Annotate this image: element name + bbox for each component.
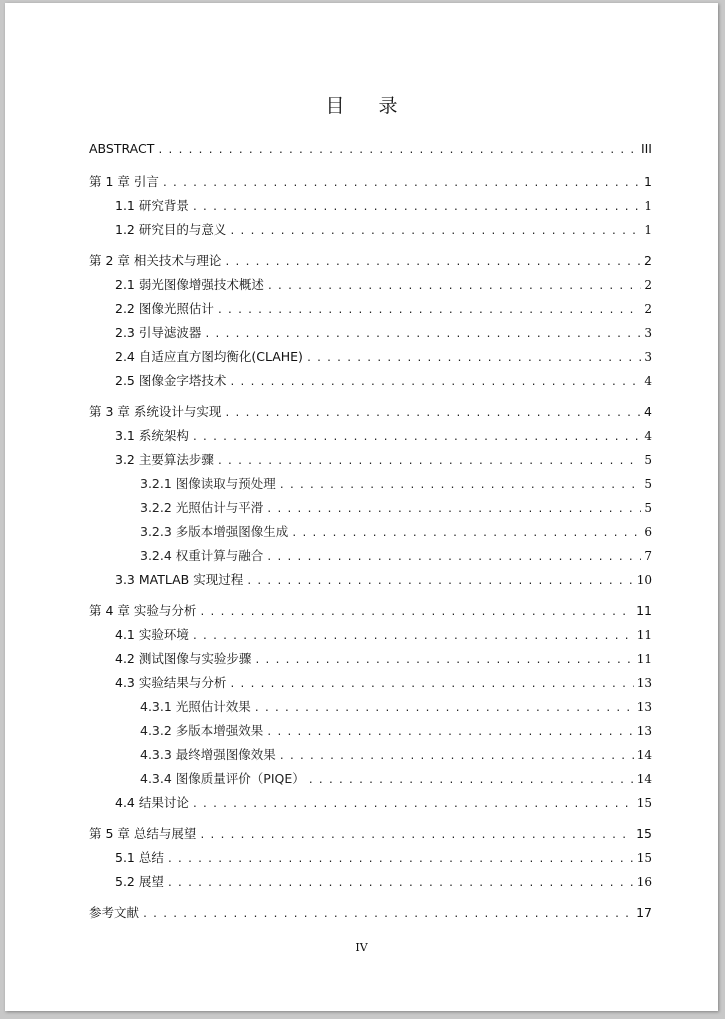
toc-leader-dots — [279, 480, 642, 491]
toc-entry-page: 10 — [636, 573, 652, 587]
toc-entry-label: 3.2.3 多版本增强图像生成 — [140, 524, 289, 539]
page-title: 目 录 — [325, 95, 412, 117]
toc-entry-label: 2.1 弱光图像增强技术概述 — [115, 277, 264, 292]
toc-entry-page: 14 — [636, 772, 652, 786]
toc-entry[interactable] — [89, 498, 652, 522]
toc-entry[interactable] — [89, 426, 652, 450]
toc-entry[interactable] — [89, 697, 652, 721]
toc-entry[interactable] — [89, 848, 652, 872]
toc-entry-label: ABSTRACT — [89, 141, 155, 156]
toc-entry-label: 3.2 主要算法步骤 — [115, 452, 214, 467]
toc-entry-label: 2.2 图像光照估计 — [115, 301, 214, 316]
toc-leader-dots — [224, 408, 641, 419]
toc-entry[interactable] — [89, 402, 652, 426]
toc-entry[interactable] — [89, 601, 652, 625]
toc-entry-page: 7 — [644, 549, 652, 563]
toc-entry-page: 15 — [636, 851, 652, 865]
toc-entry-page: 14 — [636, 748, 652, 762]
toc-entry-page: 5 — [644, 501, 652, 515]
toc-leader-dots — [142, 909, 633, 920]
toc-entry-page: 2 — [644, 253, 652, 268]
toc-entry-label: 4.3.1 光照估计效果 — [140, 699, 251, 714]
toc-leader-dots — [157, 145, 638, 156]
toc-leader-dots — [167, 878, 634, 889]
toc-entry-label: 3.3 MATLAB 实现过程 — [115, 572, 244, 587]
toc-entry-page: 11 — [636, 628, 652, 642]
toc-entry[interactable] — [89, 141, 652, 165]
toc-entry-page: 2 — [644, 302, 652, 316]
toc-entry-page: 4 — [644, 429, 652, 443]
toc-entry[interactable] — [89, 673, 652, 697]
toc-entry-page: 1 — [644, 174, 652, 189]
toc-entry[interactable] — [89, 347, 652, 371]
toc-entry-label: 第 1 章 引言 — [89, 174, 159, 189]
toc-entry-page: 11 — [636, 652, 652, 666]
toc-entry-page: 13 — [636, 676, 652, 690]
toc-leader-dots — [162, 178, 641, 189]
toc-entry-page: 1 — [644, 199, 652, 213]
toc-entry-page: 5 — [644, 453, 652, 467]
toc-leader-dots — [192, 631, 634, 642]
toc-leader-dots — [246, 576, 634, 587]
toc-leader-dots — [224, 257, 641, 268]
table-of-contents — [89, 141, 652, 927]
toc-entry-label: 5.2 展望 — [115, 874, 164, 889]
toc-leader-dots — [267, 281, 642, 292]
toc-entry-page: 13 — [636, 700, 652, 714]
toc-entry[interactable] — [89, 793, 652, 817]
toc-entry-label: 3.2.2 光照估计与平滑 — [140, 500, 264, 515]
toc-entry-page: 3 — [644, 350, 652, 364]
toc-entry-label: 4.3.2 多版本增强效果 — [140, 723, 264, 738]
toc-leader-dots — [291, 528, 641, 539]
toc-entry-label: 参考文献 — [89, 905, 140, 920]
toc-leader-dots — [266, 727, 633, 738]
toc-entry-label: 3.1 系统架构 — [115, 428, 189, 443]
toc-entry-label: 2.4 自适应直方图均衡化(CLAHE) — [115, 349, 303, 364]
toc-entry-page: 3 — [644, 326, 652, 340]
toc-entry-page: 15 — [636, 796, 652, 810]
toc-leader-dots — [199, 607, 633, 618]
toc-entry-label: 4.3.3 最终增强图像效果 — [140, 747, 276, 762]
toc-leader-dots — [266, 552, 641, 563]
toc-entry[interactable] — [89, 275, 652, 299]
toc-entry[interactable] — [89, 196, 652, 220]
toc-leader-dots — [199, 830, 633, 841]
toc-leader-dots — [254, 703, 634, 714]
toc-entry[interactable] — [89, 522, 652, 546]
toc-entry-label: 第 5 章 总结与展望 — [89, 826, 197, 841]
toc-leader-dots — [217, 456, 642, 467]
toc-leader-dots — [192, 202, 642, 213]
toc-entry-label: 2.3 引导滤波器 — [115, 325, 202, 340]
toc-leader-dots — [229, 679, 633, 690]
toc-entry-page: 5 — [644, 477, 652, 491]
toc-leader-dots — [308, 775, 634, 786]
toc-entry-page: III — [640, 141, 652, 156]
toc-entry[interactable] — [89, 323, 652, 347]
toc-entry[interactable] — [89, 450, 652, 474]
toc-entry-page: 1 — [644, 223, 652, 237]
toc-entry[interactable] — [89, 172, 652, 196]
toc-entry-page: 16 — [636, 875, 652, 889]
document-page — [5, 3, 718, 1011]
toc-entry[interactable] — [89, 903, 652, 927]
toc-entry[interactable] — [89, 745, 652, 769]
toc-entry-label: 4.3 实验结果与分析 — [115, 675, 227, 690]
toc-entry[interactable] — [89, 251, 652, 275]
toc-entry-label: 4.2 测试图像与实验步骤 — [115, 651, 252, 666]
toc-entry-label: 1.2 研究目的与意义 — [115, 222, 227, 237]
toc-entry-label: 4.1 实验环境 — [115, 627, 189, 642]
toc-entry-label: 3.2.1 图像读取与预处理 — [140, 476, 276, 491]
toc-entry-label: 第 2 章 相关技术与理论 — [89, 253, 222, 268]
toc-entry-page: 15 — [636, 826, 652, 841]
toc-entry-label: 4.3.4 图像质量评价（PIQE） — [140, 771, 305, 786]
toc-entry-label: 3.2.4 权重计算与融合 — [140, 548, 264, 563]
toc-entry-label: 第 4 章 实验与分析 — [89, 603, 197, 618]
toc-entry-page: 17 — [636, 905, 652, 920]
toc-entry[interactable] — [89, 872, 652, 896]
toc-entry[interactable] — [89, 546, 652, 570]
toc-leader-dots — [192, 432, 642, 443]
toc-leader-dots — [204, 329, 641, 340]
toc-leader-dots — [266, 504, 641, 515]
toc-entry-page: 6 — [644, 525, 652, 539]
toc-entry[interactable] — [89, 299, 652, 323]
toc-leader-dots — [306, 353, 641, 364]
toc-leader-dots — [229, 226, 641, 237]
toc-entry-label: 4.4 结果讨论 — [115, 795, 189, 810]
toc-entry-label: 2.5 图像金字塔技术 — [115, 373, 227, 388]
toc-entry-label: 1.1 研究背景 — [115, 198, 189, 213]
toc-entry[interactable] — [89, 769, 652, 793]
toc-entry[interactable] — [89, 220, 652, 244]
toc-entry-page: 2 — [644, 278, 652, 292]
toc-leader-dots — [167, 854, 634, 865]
toc-entry-page: 11 — [636, 603, 652, 618]
toc-entry[interactable] — [89, 371, 652, 395]
toc-entry[interactable] — [89, 824, 652, 848]
toc-leader-dots — [217, 305, 642, 316]
toc-entry[interactable] — [89, 721, 652, 745]
toc-entry[interactable] — [89, 570, 652, 594]
page-number-footer: IV — [355, 941, 368, 954]
toc-entry[interactable] — [89, 474, 652, 498]
toc-leader-dots — [279, 751, 634, 762]
toc-leader-dots — [254, 655, 633, 666]
toc-entry[interactable] — [89, 625, 652, 649]
toc-entry-page: 4 — [644, 404, 652, 419]
toc-entry-page: 13 — [636, 724, 652, 738]
toc-leader-dots — [229, 377, 641, 388]
toc-entry-page: 4 — [644, 374, 652, 388]
toc-entry[interactable] — [89, 649, 652, 673]
toc-entry-label: 5.1 总结 — [115, 850, 164, 865]
toc-entry-label: 第 3 章 系统设计与实现 — [89, 404, 222, 419]
toc-leader-dots — [192, 799, 634, 810]
